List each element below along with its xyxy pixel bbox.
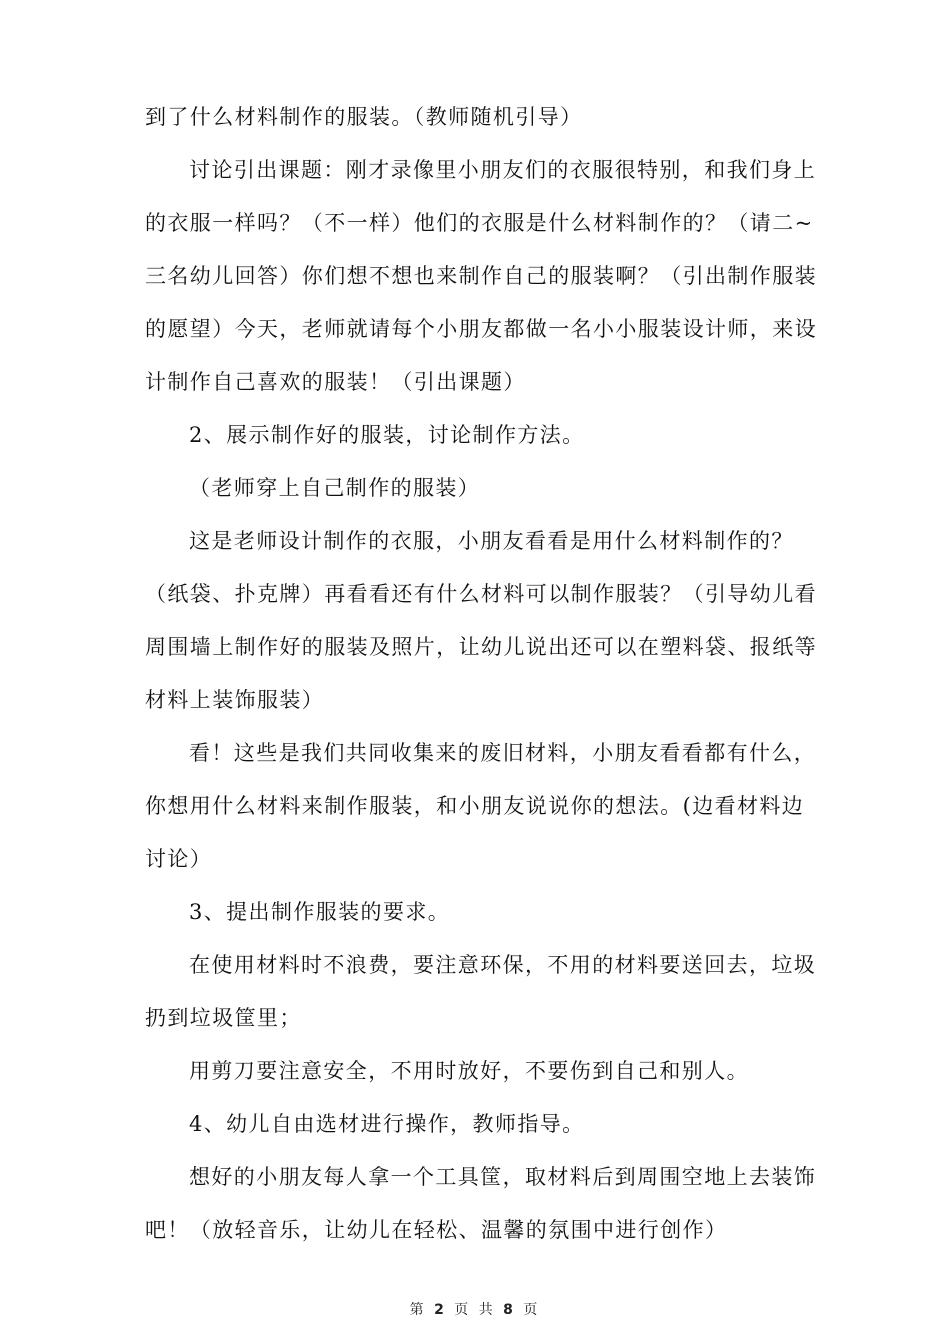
footer-total-pages: 8 <box>503 1302 516 1318</box>
text-line-11: 周围墙上制作好的服装及照片，让幼儿说出还可以在塑料袋、报纸等 <box>145 635 817 659</box>
text-line-22: 吧！（放轻音乐，让幼儿在轻松、温馨的氛围中进行创作） <box>145 1218 728 1242</box>
text-line-3: 的衣服一样吗？（不一样）他们的衣服是什么材料制作的？（请二~ <box>145 211 814 235</box>
text-line-2: 讨论引出课题：刚才录像里小朋友们的衣服很特别，和我们身上 <box>189 158 817 182</box>
text-line-13: 看！这些是我们共同收集来的废旧材料，小朋友看看都有什么， <box>189 741 817 765</box>
text-line-20: 4、幼儿自由选材进行操作，教师指导。 <box>189 1112 585 1136</box>
text-line-16: 3、提出制作服装的要求。 <box>189 900 451 924</box>
text-line-1: 到了什么材料制作的服装。（教师随机引导） <box>145 105 583 129</box>
page-footer <box>0 1300 950 1320</box>
text-line-6: 计制作自己喜欢的服装！（引出课题） <box>145 370 526 394</box>
footer-middle: 页 共 <box>454 1302 496 1318</box>
text-line-15: 讨论） <box>145 847 213 871</box>
text-line-5: 的愿望）今天，老师就请每个小朋友都做一名小小服装设计师，来设 <box>145 317 817 341</box>
text-line-7: 2、展示制作好的服装，讨论制作方法。 <box>189 423 585 447</box>
text-line-14: 你想用什么材料来制作服装，和小朋友说说你的想法。(边看材料边 <box>145 794 805 818</box>
text-line-17: 在使用材料时不浪费，要注意环保，不用的材料要送回去，垃圾 <box>189 953 817 977</box>
text-line-19: 用剪刀要注意安全，不用时放好，不要伤到自己和别人。 <box>189 1059 749 1083</box>
footer-prefix: 第 <box>409 1302 427 1318</box>
text-line-10: （纸袋、扑克牌）再看看还有什么材料可以制作服装？（引导幼儿看 <box>145 582 817 606</box>
text-line-4: 三名幼儿回答）你们想不想也来制作自己的服装啊？（引出制作服装 <box>145 264 817 288</box>
footer-suffix: 页 <box>523 1302 541 1318</box>
text-line-18: 扔到垃圾筐里； <box>145 1006 302 1030</box>
text-line-21: 想好的小朋友每人拿一个工具筐，取材料后到周围空地上去装饰 <box>189 1165 817 1189</box>
footer-current-page: 2 <box>434 1302 447 1318</box>
text-line-9: 这是老师设计制作的衣服，小朋友看看是用什么材料制作的？ <box>189 529 794 553</box>
text-line-8: （老师穿上自己制作的服装） <box>189 476 481 500</box>
text-line-12: 材料上装饰服装） <box>145 688 325 712</box>
